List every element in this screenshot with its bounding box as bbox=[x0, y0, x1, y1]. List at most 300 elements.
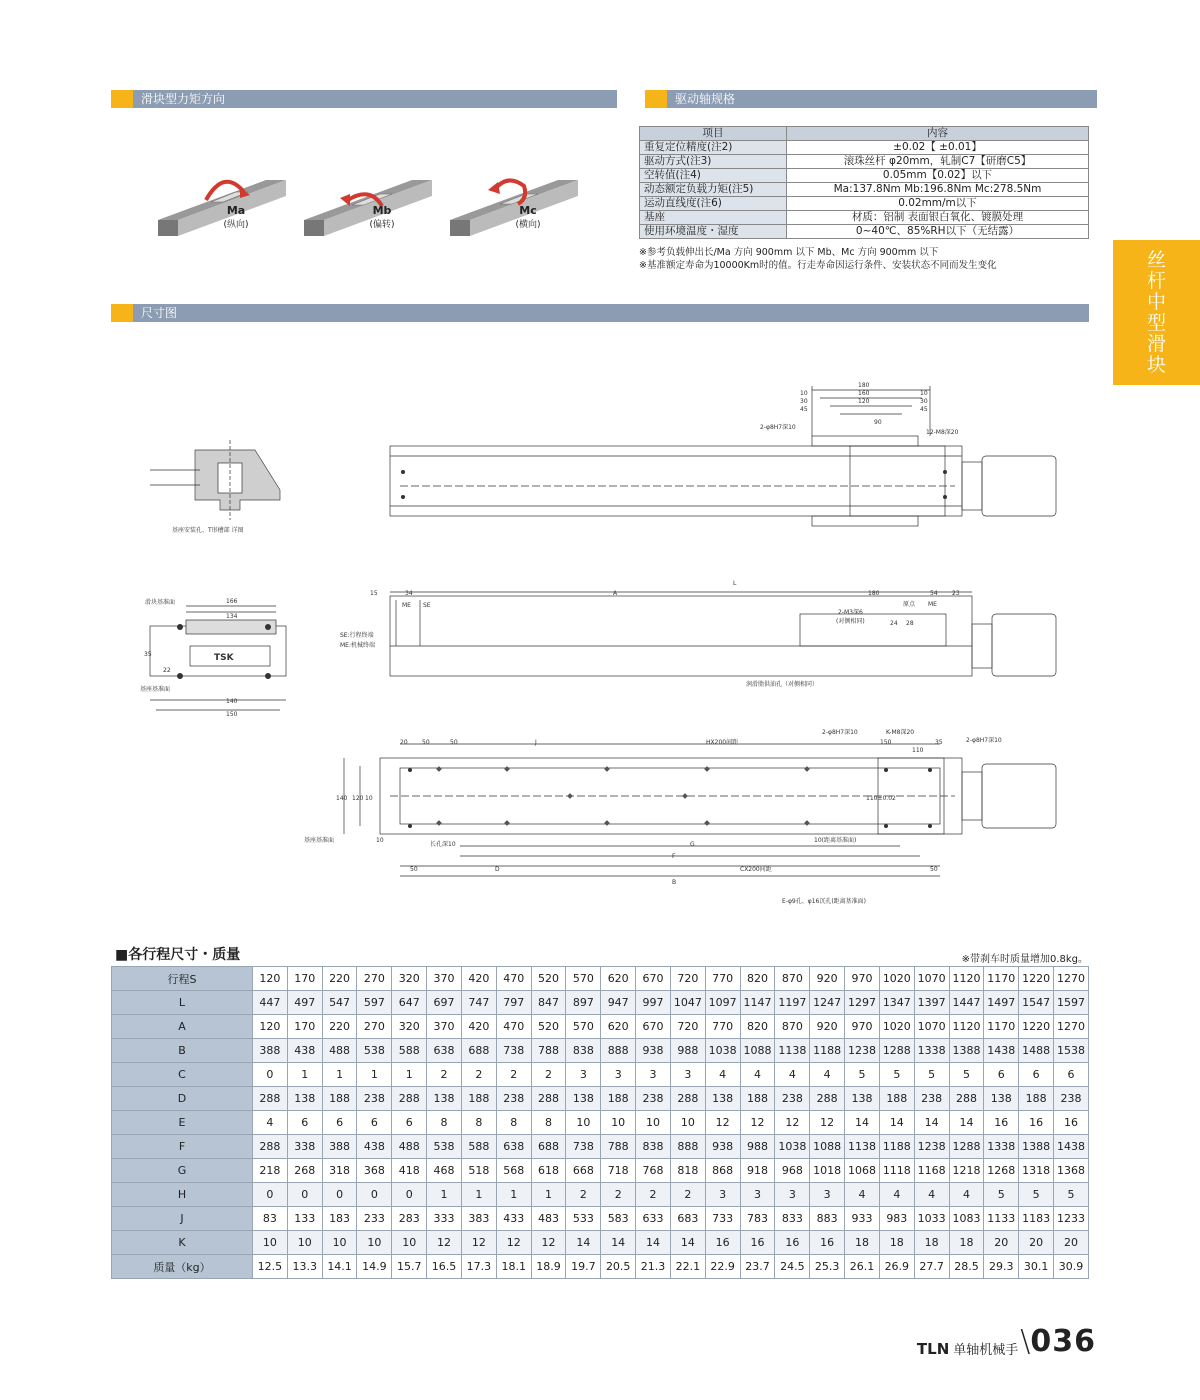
table-cell: 1088 bbox=[740, 1039, 775, 1063]
row-header: G bbox=[112, 1159, 253, 1183]
table-cell: 26.9 bbox=[879, 1255, 914, 1279]
table-cell: 1097 bbox=[705, 991, 740, 1015]
table-cell: 468 bbox=[427, 1159, 462, 1183]
table-cell: 18 bbox=[845, 1231, 880, 1255]
bot-110tol: 110±0.02 bbox=[866, 795, 896, 802]
end-140: 140 bbox=[226, 698, 238, 705]
table-cell: 920 bbox=[810, 1015, 845, 1039]
table-cell: 1218 bbox=[949, 1159, 984, 1183]
table-cell: 138 bbox=[845, 1087, 880, 1111]
table-cell: 588 bbox=[392, 1039, 427, 1063]
table-cell: 170 bbox=[287, 967, 322, 991]
page-footer bbox=[917, 1322, 1096, 1358]
table-cell: 14.1 bbox=[322, 1255, 357, 1279]
dim-160: 160 bbox=[858, 390, 870, 397]
bot-f: F bbox=[672, 853, 676, 860]
table-cell: 1068 bbox=[845, 1159, 880, 1183]
table-row bbox=[112, 1159, 1089, 1183]
spec-header-content: 内容 bbox=[787, 127, 1089, 141]
spec-value: Ma:137.8Nm Mb:196.8Nm Mc:278.5Nm bbox=[787, 183, 1089, 197]
table-cell: 12 bbox=[531, 1231, 566, 1255]
table-cell: 12 bbox=[496, 1231, 531, 1255]
table-cell: 1318 bbox=[1019, 1159, 1054, 1183]
table-cell: 788 bbox=[601, 1135, 636, 1159]
table-cell: 233 bbox=[357, 1207, 392, 1231]
table-cell: 320 bbox=[392, 1015, 427, 1039]
table-cell: 8 bbox=[427, 1111, 462, 1135]
table-cell: 338 bbox=[287, 1135, 322, 1159]
spec-value: 材质：铝制 表面银白氧化、镀膜处理 bbox=[787, 211, 1089, 225]
table-cell: 447 bbox=[253, 991, 288, 1015]
section-title-drive: 驱动轴规格 bbox=[675, 92, 736, 106]
bot-140: 140 bbox=[336, 795, 348, 802]
table-cell: 833 bbox=[775, 1207, 810, 1231]
spec-value: 0.05mm【0.02】以下 bbox=[787, 169, 1089, 183]
table-cell: 138 bbox=[984, 1087, 1019, 1111]
spec-value: 0~40℃、85%RH以下（无结露） bbox=[787, 225, 1089, 239]
table-cell: 20.5 bbox=[601, 1255, 636, 1279]
table-cell: 838 bbox=[636, 1135, 671, 1159]
spec-note: ※基准额定寿命为10000Km时的值。行走寿命因运行条件、安装状态不同而发生变化 bbox=[639, 260, 997, 271]
table-cell: 733 bbox=[705, 1207, 740, 1231]
table-cell: 4 bbox=[253, 1111, 288, 1135]
table-cell: 14 bbox=[845, 1111, 880, 1135]
spec-notes bbox=[639, 246, 997, 272]
side-grease: 润滑脂供油孔（对侧相同） bbox=[746, 681, 819, 688]
table-cell: 1183 bbox=[1019, 1207, 1054, 1231]
table-cell: 1188 bbox=[879, 1135, 914, 1159]
row-header: A bbox=[112, 1015, 253, 1039]
bot-110: 110 bbox=[912, 747, 924, 754]
table-cell: 770 bbox=[705, 967, 740, 991]
table-cell: 218 bbox=[253, 1159, 288, 1183]
bot-hx: HX200间距 bbox=[706, 739, 739, 746]
bot-50a: 50 bbox=[410, 866, 418, 873]
table-row bbox=[112, 1183, 1089, 1207]
table-cell: 488 bbox=[392, 1135, 427, 1159]
side-tab-label: 丝杆中型滑块 bbox=[1146, 248, 1166, 376]
table-cell: 333 bbox=[427, 1207, 462, 1231]
table-cell: 497 bbox=[287, 991, 322, 1015]
bot-150: 150 bbox=[880, 739, 892, 746]
table-cell: 997 bbox=[636, 991, 671, 1015]
table-cell: 21.3 bbox=[636, 1255, 671, 1279]
table-cell: 183 bbox=[322, 1207, 357, 1231]
table-cell: 30.1 bbox=[1019, 1255, 1054, 1279]
table-cell: 3 bbox=[601, 1063, 636, 1087]
table-cell: 818 bbox=[670, 1159, 705, 1183]
table-cell: 620 bbox=[601, 967, 636, 991]
table-cell: 1018 bbox=[810, 1159, 845, 1183]
table-cell: 770 bbox=[705, 1015, 740, 1039]
table-cell: 1 bbox=[427, 1183, 462, 1207]
table-cell: 238 bbox=[775, 1087, 810, 1111]
table-cell: 1397 bbox=[914, 991, 949, 1015]
table-cell: 18 bbox=[949, 1231, 984, 1255]
spec-value: ±0.02【 ±0.01】 bbox=[787, 141, 1089, 155]
table-cell: 1297 bbox=[845, 991, 880, 1015]
table-cell: 18 bbox=[914, 1231, 949, 1255]
table-cell: 24.5 bbox=[775, 1255, 810, 1279]
table-cell: 768 bbox=[636, 1159, 671, 1183]
table-cell: 638 bbox=[496, 1135, 531, 1159]
section-bar-moment bbox=[111, 90, 617, 108]
table-cell: 897 bbox=[566, 991, 601, 1015]
row-header: F bbox=[112, 1135, 253, 1159]
bot-dim-50b: 50 bbox=[450, 739, 458, 746]
table-cell: 938 bbox=[636, 1039, 671, 1063]
table-cell: 0 bbox=[357, 1183, 392, 1207]
table-cell: 1070 bbox=[914, 967, 949, 991]
table-cell: 1220 bbox=[1019, 967, 1054, 991]
table-cell: 138 bbox=[566, 1087, 601, 1111]
table-cell: 3 bbox=[705, 1183, 740, 1207]
bot-50b: 50 bbox=[930, 866, 938, 873]
spec-item: 重复定位精度(注2) bbox=[640, 141, 787, 155]
table-cell: 918 bbox=[740, 1159, 775, 1183]
table-cell: 188 bbox=[879, 1087, 914, 1111]
spec-item: 使用环境温度・湿度 bbox=[640, 225, 787, 239]
table-cell: 1083 bbox=[949, 1207, 984, 1231]
table-cell: 16 bbox=[705, 1231, 740, 1255]
footer-brand: TLN bbox=[916, 1340, 950, 1358]
hole-label-1: 2-φ8H7深10 bbox=[760, 424, 796, 431]
table-cell: 138 bbox=[705, 1087, 740, 1111]
table-cell: 2 bbox=[427, 1063, 462, 1087]
spec-item: 动态额定负载力矩(注5) bbox=[640, 183, 787, 197]
table-cell: 370 bbox=[427, 967, 462, 991]
table-cell: 670 bbox=[636, 967, 671, 991]
table-row bbox=[112, 1111, 1089, 1135]
table-cell: 188 bbox=[461, 1087, 496, 1111]
table-cell: 1438 bbox=[1054, 1135, 1089, 1159]
bot-dim-50: 50 bbox=[422, 739, 430, 746]
row-header: K bbox=[112, 1231, 253, 1255]
table-cell: 820 bbox=[740, 967, 775, 991]
table-cell: 538 bbox=[357, 1039, 392, 1063]
table-title: ■各行程尺寸・质量 bbox=[115, 947, 241, 963]
spec-row bbox=[640, 197, 1089, 211]
dim-45b: 45 bbox=[920, 406, 928, 413]
table-cell: 16 bbox=[810, 1231, 845, 1255]
table-cell: 738 bbox=[566, 1135, 601, 1159]
table-cell: 883 bbox=[810, 1207, 845, 1231]
bot-cx: CX200间距 bbox=[740, 866, 772, 873]
table-cell: 270 bbox=[357, 1015, 392, 1039]
table-cell: 20 bbox=[1054, 1231, 1089, 1255]
table-cell: 3 bbox=[636, 1063, 671, 1087]
table-cell: 0 bbox=[253, 1063, 288, 1087]
table-cell: 6 bbox=[322, 1111, 357, 1135]
table-cell: 13.3 bbox=[287, 1255, 322, 1279]
row-header: B bbox=[112, 1039, 253, 1063]
table-cell: 0 bbox=[287, 1183, 322, 1207]
table-cell: 1247 bbox=[810, 991, 845, 1015]
moment-ma bbox=[156, 170, 296, 240]
table-cell: 288 bbox=[810, 1087, 845, 1111]
moment-sub: (纵向) bbox=[223, 220, 249, 230]
table-cell: 683 bbox=[670, 1207, 705, 1231]
table-cell: 533 bbox=[566, 1207, 601, 1231]
table-row bbox=[112, 1015, 1089, 1039]
side-dim-23: 23 bbox=[952, 590, 960, 597]
table-cell: 220 bbox=[322, 967, 357, 991]
table-cell: 18.1 bbox=[496, 1255, 531, 1279]
table-cell: 12 bbox=[427, 1231, 462, 1255]
table-cell: 933 bbox=[845, 1207, 880, 1231]
table-cell: 470 bbox=[496, 967, 531, 991]
table-cell: 1020 bbox=[879, 967, 914, 991]
hole-label-2: 12-M8深20 bbox=[926, 429, 959, 436]
table-cell: 718 bbox=[601, 1159, 636, 1183]
row-header: E bbox=[112, 1111, 253, 1135]
table-cell: 6 bbox=[392, 1111, 427, 1135]
table-cell: 138 bbox=[427, 1087, 462, 1111]
table-cell: 4 bbox=[740, 1063, 775, 1087]
table-cell: 738 bbox=[496, 1039, 531, 1063]
end-35: 35 bbox=[144, 651, 152, 658]
table-cell: 438 bbox=[357, 1135, 392, 1159]
table-cell: 470 bbox=[496, 1015, 531, 1039]
table-cell: 720 bbox=[670, 967, 705, 991]
table-cell: 238 bbox=[1054, 1087, 1089, 1111]
table-row bbox=[112, 1063, 1089, 1087]
table-cell: 26.1 bbox=[845, 1255, 880, 1279]
table-cell: 538 bbox=[427, 1135, 462, 1159]
table-cell: 288 bbox=[253, 1087, 288, 1111]
table-cell: 1147 bbox=[740, 991, 775, 1015]
moment-mc bbox=[448, 170, 588, 240]
table-cell: 188 bbox=[322, 1087, 357, 1111]
table-cell: 10 bbox=[566, 1111, 601, 1135]
dim-10: 10 bbox=[800, 390, 808, 397]
spec-item: 空转值(注4) bbox=[640, 169, 787, 183]
dim-120: 120 bbox=[858, 398, 870, 405]
table-cell: 12.5 bbox=[253, 1255, 288, 1279]
table-cell: 10 bbox=[601, 1111, 636, 1135]
table-cell: 14.9 bbox=[357, 1255, 392, 1279]
table-cell: 10 bbox=[287, 1231, 322, 1255]
table-cell: 220 bbox=[322, 1015, 357, 1039]
table-cell: 0 bbox=[322, 1183, 357, 1207]
table-cell: 20 bbox=[1019, 1231, 1054, 1255]
side-dim-180: 180 bbox=[868, 590, 880, 597]
side-24: 24 bbox=[890, 620, 898, 627]
end-top-label: 滑块基准面 bbox=[145, 599, 176, 606]
table-cell: 5 bbox=[949, 1063, 984, 1087]
table-cell: 988 bbox=[740, 1135, 775, 1159]
table-cell: 1020 bbox=[879, 1015, 914, 1039]
table-cell: 368 bbox=[357, 1159, 392, 1183]
side-dim-54: 54 bbox=[930, 590, 938, 597]
table-cell: 10 bbox=[636, 1111, 671, 1135]
section-bar-drive bbox=[645, 90, 1097, 108]
table-cell: 5 bbox=[1019, 1183, 1054, 1207]
table-cell: 1188 bbox=[810, 1039, 845, 1063]
table-cell: 4 bbox=[705, 1063, 740, 1087]
table-cell: 820 bbox=[740, 1015, 775, 1039]
table-cell: 4 bbox=[775, 1063, 810, 1087]
moment-label: Mb bbox=[372, 204, 392, 217]
side-dim-15: 15 bbox=[370, 590, 378, 597]
table-cell: 2 bbox=[670, 1183, 705, 1207]
footer-divider: \ bbox=[1020, 1324, 1031, 1359]
table-cell: 697 bbox=[427, 991, 462, 1015]
table-cell: 14 bbox=[636, 1231, 671, 1255]
bot-g: G bbox=[690, 841, 695, 848]
spec-row bbox=[640, 225, 1089, 239]
table-cell: 870 bbox=[775, 967, 810, 991]
table-cell: 670 bbox=[636, 1015, 671, 1039]
row-header: C bbox=[112, 1063, 253, 1087]
table-cell: 797 bbox=[496, 991, 531, 1015]
bot-m8: K-M8深20 bbox=[886, 729, 915, 736]
table-cell: 318 bbox=[322, 1159, 357, 1183]
bot-ref10: 10(距离基准面) bbox=[814, 837, 857, 844]
table-cell: 1238 bbox=[845, 1039, 880, 1063]
bot-hole-a: 2-φ8H7深10 bbox=[822, 729, 858, 736]
table-cell: 720 bbox=[670, 1015, 705, 1039]
table-cell: 12 bbox=[810, 1111, 845, 1135]
table-cell: 518 bbox=[461, 1159, 496, 1183]
table-cell: 788 bbox=[531, 1039, 566, 1063]
table-cell: 14 bbox=[566, 1231, 601, 1255]
logo: TSK bbox=[214, 653, 234, 663]
table-cell: 268 bbox=[287, 1159, 322, 1183]
table-cell: 1233 bbox=[1054, 1207, 1089, 1231]
dim-180: 180 bbox=[858, 382, 870, 389]
table-cell: 288 bbox=[253, 1135, 288, 1159]
table-cell: 1347 bbox=[879, 991, 914, 1015]
end-166: 166 bbox=[226, 598, 238, 605]
side-me: ME bbox=[402, 602, 411, 609]
spec-item: 运动直线度(注6) bbox=[640, 197, 787, 211]
table-cell: 8 bbox=[531, 1111, 566, 1135]
table-cell: 868 bbox=[705, 1159, 740, 1183]
table-cell: 1238 bbox=[914, 1135, 949, 1159]
table-cell: 938 bbox=[705, 1135, 740, 1159]
table-cell: 838 bbox=[566, 1039, 601, 1063]
dim-30: 30 bbox=[800, 398, 808, 405]
section-title-moment: 滑块型力矩方向 bbox=[141, 92, 226, 106]
table-cell: 920 bbox=[810, 967, 845, 991]
side-m3-sub: (对侧相同) bbox=[836, 618, 865, 625]
spec-row bbox=[640, 169, 1089, 183]
table-cell: 12 bbox=[705, 1111, 740, 1135]
spec-value: 滚珠丝杆 φ20mm，轧制C7【研磨C5】 bbox=[787, 155, 1089, 169]
table-note: ※带刹车时质量增加0.8kg。 bbox=[961, 954, 1088, 965]
moment-sub: (偏转) bbox=[369, 220, 395, 230]
table-cell: 238 bbox=[496, 1087, 531, 1111]
table-cell: 25.3 bbox=[810, 1255, 845, 1279]
table-cell: 5 bbox=[879, 1063, 914, 1087]
table-cell: 3 bbox=[775, 1183, 810, 1207]
dim-10b: 10 bbox=[920, 390, 928, 397]
table-cell: 483 bbox=[531, 1207, 566, 1231]
table-row bbox=[112, 967, 1089, 991]
table-cell: 5 bbox=[1054, 1183, 1089, 1207]
bot-10b: 10 bbox=[376, 837, 384, 844]
table-cell: 120 bbox=[253, 1015, 288, 1039]
spec-row bbox=[640, 211, 1089, 225]
end-150: 150 bbox=[226, 711, 238, 718]
table-cell: 16 bbox=[984, 1111, 1019, 1135]
footer-title: 单轴机械手 bbox=[953, 1343, 1019, 1358]
table-cell: 1088 bbox=[810, 1135, 845, 1159]
spec-note: ※参考负载伸出长/Ma 方向 900mm 以下 Mb、Mc 方向 900mm 以下 bbox=[639, 247, 939, 258]
table-cell: 6 bbox=[357, 1111, 392, 1135]
row-header: L bbox=[112, 991, 253, 1015]
table-cell: 10 bbox=[253, 1231, 288, 1255]
table-cell: 14 bbox=[914, 1111, 949, 1135]
table-cell: 138 bbox=[287, 1087, 322, 1111]
spec-table bbox=[639, 126, 1089, 239]
table-cell: 4 bbox=[845, 1183, 880, 1207]
moment-mb bbox=[302, 170, 442, 240]
table-cell: 18 bbox=[879, 1231, 914, 1255]
table-cell: 288 bbox=[949, 1087, 984, 1111]
table-cell: 5 bbox=[845, 1063, 880, 1087]
table-cell: 30.9 bbox=[1054, 1255, 1089, 1279]
table-cell: 1288 bbox=[879, 1039, 914, 1063]
table-cell: 1 bbox=[322, 1063, 357, 1087]
table-cell: 1168 bbox=[914, 1159, 949, 1183]
table-cell: 1220 bbox=[1019, 1015, 1054, 1039]
table-cell: 23.7 bbox=[740, 1255, 775, 1279]
table-cell: 320 bbox=[392, 967, 427, 991]
table-cell: 1597 bbox=[1054, 991, 1089, 1015]
row-header: 质量（kg） bbox=[112, 1255, 253, 1279]
table-cell: 1170 bbox=[984, 1015, 1019, 1039]
row-header: D bbox=[112, 1087, 253, 1111]
table-cell: 170 bbox=[287, 1015, 322, 1039]
table-cell: 14 bbox=[601, 1231, 636, 1255]
table-cell: 1033 bbox=[914, 1207, 949, 1231]
table-cell: 1 bbox=[392, 1063, 427, 1087]
table-cell: 747 bbox=[461, 991, 496, 1015]
table-cell: 888 bbox=[670, 1135, 705, 1159]
side-dim-34: 34 bbox=[405, 590, 413, 597]
table-cell: 14 bbox=[670, 1231, 705, 1255]
table-row bbox=[112, 991, 1089, 1015]
row-header: H bbox=[112, 1183, 253, 1207]
table-cell: 488 bbox=[322, 1039, 357, 1063]
table-cell: 83 bbox=[253, 1207, 288, 1231]
table-cell: 2 bbox=[496, 1063, 531, 1087]
table-cell: 1 bbox=[496, 1183, 531, 1207]
table-cell: 10 bbox=[392, 1231, 427, 1255]
table-cell: 570 bbox=[566, 967, 601, 991]
table-cell: 14 bbox=[879, 1111, 914, 1135]
table-cell: 1388 bbox=[1019, 1135, 1054, 1159]
table-cell: 618 bbox=[531, 1159, 566, 1183]
table-cell: 1118 bbox=[879, 1159, 914, 1183]
spec-item: 驱动方式(注3) bbox=[640, 155, 787, 169]
spec-item: 基座 bbox=[640, 211, 787, 225]
spec-header-item: 项目 bbox=[640, 127, 787, 141]
table-cell: 0 bbox=[392, 1183, 427, 1207]
table-cell: 6 bbox=[287, 1111, 322, 1135]
end-bot-label: 基座基准面 bbox=[140, 686, 171, 693]
table-cell: 6 bbox=[984, 1063, 1019, 1087]
table-cell: 2 bbox=[601, 1183, 636, 1207]
table-cell: 2 bbox=[531, 1063, 566, 1087]
spec-row bbox=[640, 141, 1089, 155]
table-cell: 0 bbox=[253, 1183, 288, 1207]
table-cell: 1438 bbox=[984, 1039, 1019, 1063]
table-cell: 370 bbox=[427, 1015, 462, 1039]
side-label-se: SE:行程终端 bbox=[340, 632, 374, 639]
